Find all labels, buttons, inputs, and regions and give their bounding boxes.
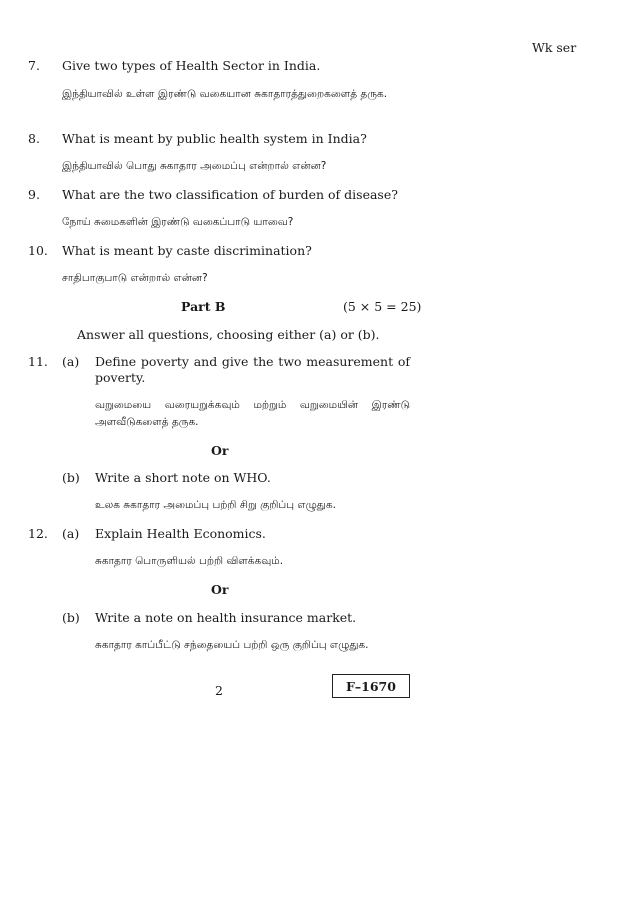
q7-tamil: இந்தியாவில் உள்ள இரண்டு வகையான சுகாதாரத்துறைகளைத் தருக.: [62, 88, 388, 100]
q10-number: 10.: [28, 243, 48, 258]
part-b-marks: (5 × 5 = 25): [343, 299, 422, 314]
q12b-label: (b): [62, 610, 80, 625]
q8-number: 8.: [28, 131, 40, 146]
q12-or: Or: [211, 582, 229, 597]
q11a-label: (a): [62, 354, 80, 369]
q12a-label: (a): [62, 526, 80, 541]
q8-question: What is meant by public health system in India?: [62, 131, 367, 146]
q7-question: Give two types of Health Sector in India.: [62, 58, 321, 73]
part-b-instruction: Answer all questions, choosing either (a) or (b).: [77, 327, 380, 342]
q7-number: 7.: [28, 58, 40, 73]
q11b-question: Write a short note on WHO.: [95, 470, 271, 485]
q11a-question: Define poverty and give the two measurement of poverty.: [95, 354, 410, 385]
q12a-tamil: சுகாதார பொருளியல் பற்றி விளக்கவும்.: [95, 555, 284, 567]
q10-question: What is meant by caste discrimination?: [62, 243, 312, 258]
header-tag: Wk ser: [532, 40, 577, 55]
q11b-tamil: உலக சுகாதார அமைப்பு பற்றி சிறு குறிப்பு எழுதுக.: [95, 499, 336, 511]
q8-tamil: இந்தியாவில் பொது சுகாதார அமைப்பு என்றால் என்ன?: [62, 160, 327, 172]
page-number: 2: [215, 683, 223, 698]
q9-number: 9.: [28, 187, 40, 202]
q9-question: What are the two classification of burden of disease?: [62, 187, 398, 202]
paper-code: F–1670: [332, 674, 410, 698]
q9-tamil: நோய் சுமைகளின் இரண்டு வகைப்பாடு யாவை?: [62, 216, 294, 228]
q11-number: 11.: [28, 354, 48, 369]
q12-number: 12.: [28, 526, 48, 541]
q11a-tamil: வறுமையை வரையறுக்கவும் மற்றும் வறுமையின் இரண்டு அளவீடுகளைத் தருக.: [95, 399, 410, 428]
q12b-question: Write a note on health insurance market.: [95, 610, 357, 625]
q11-or: Or: [211, 443, 229, 458]
q12a-question: Explain Health Economics.: [95, 526, 266, 541]
q11b-label: (b): [62, 470, 80, 485]
part-b-title: Part B: [181, 299, 226, 314]
q10-tamil: சாதிபாகுபாடு என்றால் என்ன?: [62, 272, 208, 284]
q12b-tamil: சுகாதார காப்பீட்டு சந்தையைப் பற்றி ஒரு குறிப்பு எழுதுக.: [95, 639, 369, 651]
